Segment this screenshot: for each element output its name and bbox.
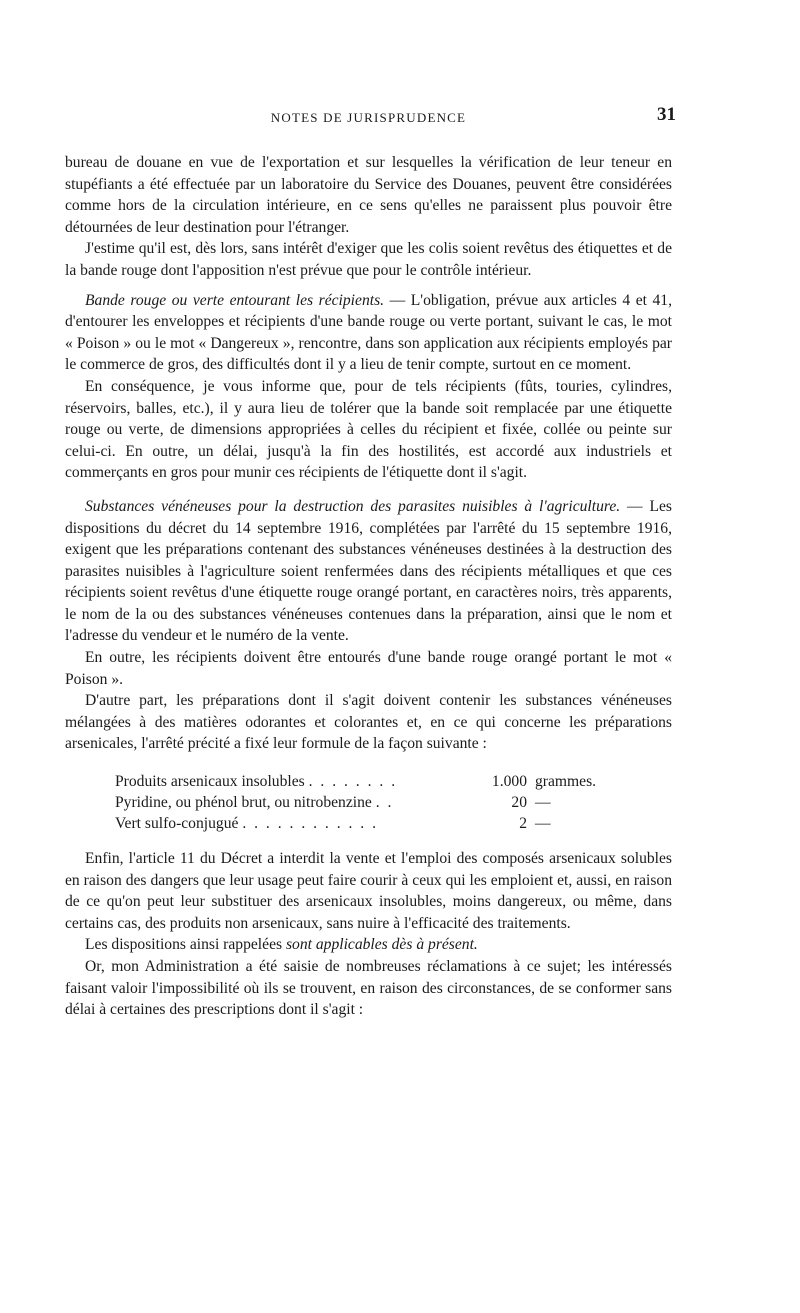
document-page	[65, 100, 676, 1021]
paragraph-1: bureau de douane en vue de l'exportation et sur lesquelles la vérification de leur teneur en stupéfiants a été effectuée par un laboratoire du Service des Douanes, peuvent être considérées comme hors de la circulation intérieure, en ce sens qu'elles ne paraissent plus pouvoir être détournées de leur destination pour l'étranger.	[65, 154, 672, 236]
formula-quantity: 2	[519, 815, 527, 833]
formula-unit: —	[535, 794, 551, 812]
formula-leader-dots: . .	[375, 794, 394, 812]
paragraph-2: J'estime qu'il est, dès lors, sans intérêt d'exiger que les colis soient revêtus des étiquettes et de la bande rouge dont l'apposition n'est prévue que pour le contrôle intérieur.	[65, 240, 672, 279]
arsenical-formula-table	[115, 771, 672, 834]
section-heading-bande-rouge: Bande rouge ou verte entourant les récipients.	[85, 291, 385, 309]
formula-leader-dots: . . . . . . . .	[308, 773, 398, 791]
formula-quantity: 1.000	[491, 773, 527, 791]
paragraph-5-text: — Les dispositions du décret du 14 septembre 1916, complétées par l'arrêté du 15 septembre 1916, exigent que les préparations contenant des substances vénéneuses destinées à la destruction des parasites nuisibles à l'agriculture soient renfermées dans des récipients métalliques et que ces récipients soient revêtus d'une étiquette rouge orangé portant, en caractères noirs, très apparents, le nom de la ou des substances vénéneuses contenues dans la préparation, ainsi que le nom et l'adresse du vendeur et le numéro de la vente.	[65, 497, 672, 645]
body-text	[65, 152, 672, 1021]
page-number: 31	[657, 104, 676, 125]
running-head	[65, 100, 676, 130]
paragraph-substances	[65, 496, 672, 647]
paragraph-3-text: — L'obligation, prévue aux articles 4 et 41, d'entourer les enveloppes et récipients d'une bande rouge ou verte portant, suivant le cas, le mot « Poison » ou le mot « Dangereux », rencontre, dans son application aux récipients employés par le commerce de gros, des difficultés dont il y a lieu de tenir compte, surtout en ce moment.	[65, 291, 672, 374]
formula-label	[115, 792, 485, 813]
formula-label	[115, 813, 485, 834]
section-heading-substances: Substances vénéneuses pour la destruction des parasites nuisibles à l'agriculture.	[85, 497, 621, 515]
paragraph-9-emphasis: sont applicables dès à présent.	[285, 936, 478, 954]
formula-label-text: Pyridine, ou phénol brut, ou nitrobenzine	[115, 794, 372, 812]
formula-quantity: 20	[511, 794, 527, 812]
formula-label-text: Produits arsenicaux insolubles	[115, 773, 305, 791]
running-title: NOTES DE JURISPRUDENCE	[270, 110, 467, 125]
formula-row	[115, 813, 672, 834]
formula-unit: grammes.	[535, 773, 597, 791]
paragraph-6: En outre, les récipients doivent être entourés d'une bande rouge orangé portant le mot « Poison ».	[65, 649, 672, 688]
formula-label-text: Vert sulfo-conjugué	[115, 815, 239, 833]
paragraph-9-text: Les dispositions ainsi rappelées	[85, 936, 286, 954]
paragraph-bande-rouge	[65, 290, 672, 376]
formula-label	[115, 771, 485, 792]
formula-leader-dots: . . . . . . . . . . . .	[242, 815, 378, 833]
paragraph-4: En conséquence, je vous informe que, pour de tels récipients (fûts, touries, cylindres, réservoirs, balles, etc.), il y aura lieu de tolérer que la bande soit remplacée par une étiquette rouge ou verte, de dimensions appropriées à celles du récipient et fixée, collée ou peinte sur celui-ci. En outre, un délai, jusqu'à la fin des hostilités, est accordé aux industriels et commerçants en gros pour munir ces récipients de l'étiquette dont il s'agit.	[65, 377, 672, 482]
paragraph-8: Enfin, l'article 11 du Décret a interdit la vente et l'emploi des composés arsenicaux solubles en raison des dangers que leur usage peut faire courir à ceux qui les emploient et, aussi, en raison de ce qu'on peut leur substituer des arsenicaux insolubles, moins dangereux, ou même, dans certains cas, des produits non arsenicaux, sans nuire à l'efficacité des traitements.	[65, 850, 672, 932]
paragraph-9	[65, 934, 672, 956]
paragraph-7: D'autre part, les préparations dont il s'agit doivent contenir les substances vénéneuses mélangées à des matières odorantes et colorantes et, en ce qui concerne les préparations arsenicales, l'arrêté précité a fixé leur formule de la façon suivante :	[65, 692, 672, 753]
formula-row	[115, 792, 672, 813]
paragraph-10: Or, mon Administration a été saisie de nombreuses réclamations à ce sujet; les intéressés faisant valoir l'impossibilité où ils se trouvent, en raison des circonstances, de se conformer sans délai à certaines des prescriptions dont il s'agit :	[65, 958, 672, 1019]
formula-row	[115, 771, 672, 792]
formula-unit: —	[535, 815, 551, 833]
